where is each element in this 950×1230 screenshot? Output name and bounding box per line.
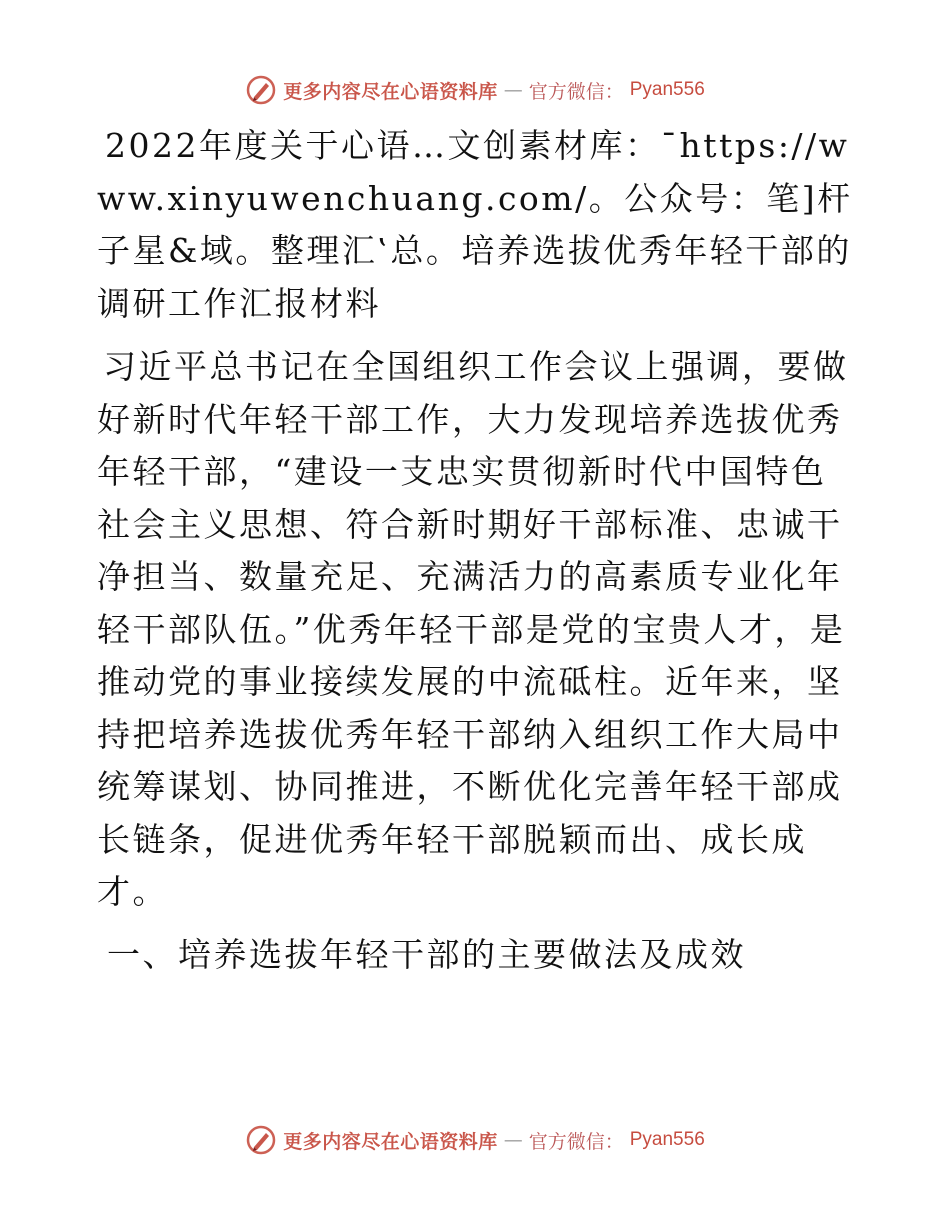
watermark-text: 更多内容尽在心语资料库 bbox=[283, 80, 498, 103]
watermark-content bbox=[245, 74, 705, 106]
footer-watermark bbox=[0, 1120, 950, 1160]
pen-logo-icon bbox=[245, 1124, 277, 1156]
header-watermark bbox=[0, 70, 950, 110]
watermark-separator: — bbox=[503, 1129, 523, 1151]
pen-logo-icon bbox=[245, 74, 277, 106]
paragraph-1: 习近平总书记在全国组织工作会议上强调，要做好新时代年轻干部工作，大力发现培养选拔优秀年轻干部，“建设一支忠实贯彻新时代中国特色社会主义思想、符合新时期好干部标准、忠诚干净担当、数量充足、充满活力的高素质专业化年轻干部队伍。”优秀年轻干部是党的宝贵人才，是推动党的事业接续发展的中流砥柱。近年来，坚持把培养选拔优秀年轻干部纳入组织工作大局中统筹谋划、协同推进，不断优化完善年轻干部成长链条，促进优秀年轻干部脱颖而出、成长成才。 bbox=[97, 347, 849, 911]
document-title-block: 2022年度关于心语…文创素材库：¯https://www.xinyuwenchuang.com/。公众号：笔]杆子星&域。整理汇‛总。培养选拔优秀年轻干部的 调研工作汇报材料 bbox=[97, 126, 853, 323]
watermark-text: 更多内容尽在心语资料库 bbox=[283, 1130, 498, 1153]
watermark-contact-label: 官方微信： bbox=[528, 80, 624, 103]
document-body bbox=[97, 120, 857, 981]
watermark-separator: — bbox=[503, 79, 523, 101]
watermark-contact-handle: Pyan556 bbox=[629, 79, 705, 100]
watermark-contact-label: 官方微信： bbox=[528, 1130, 624, 1153]
watermark-contact-handle: Pyan556 bbox=[629, 1129, 705, 1150]
section-heading-1: 一、培养选拔年轻干部的主要做法及成效 bbox=[107, 934, 746, 974]
watermark-content bbox=[245, 1124, 705, 1156]
